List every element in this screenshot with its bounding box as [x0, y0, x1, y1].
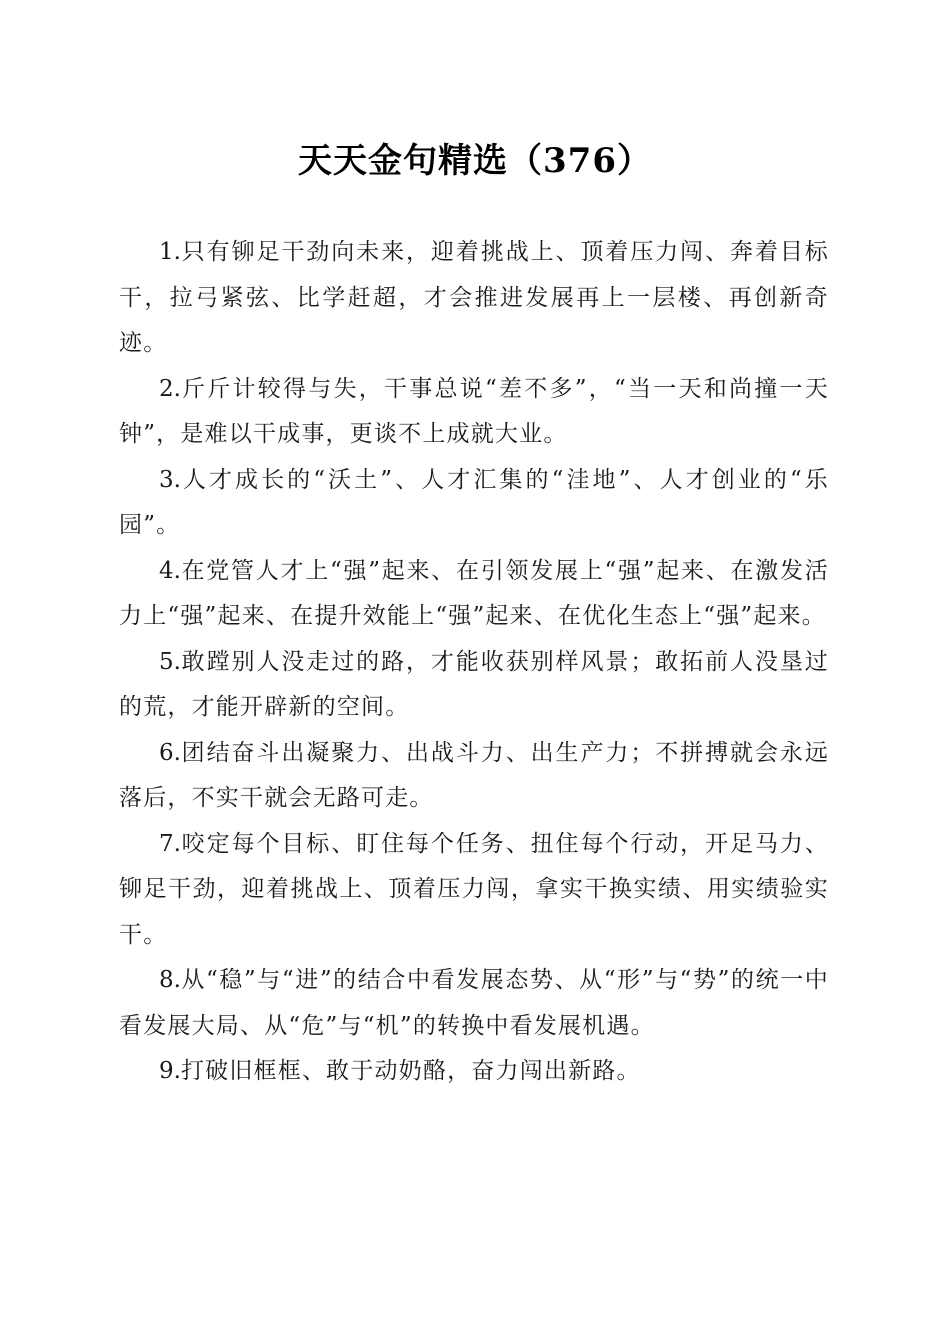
quote-number: 9.	[159, 1058, 181, 1084]
quote-text: 团结奋斗出凝聚力、出战斗力、出生产力；不拼搏就会永远落后，不实干就会无路可走。	[119, 739, 829, 811]
quote-item	[119, 731, 829, 822]
quote-number: 7.	[159, 830, 181, 857]
quote-text: 在党管人才上“强”起来、在引领发展上“强”起来、在激发活力上“强”起来、在提升效能上“强”起来、在优化生态上“强”起来。	[119, 557, 829, 629]
quote-item	[119, 458, 829, 549]
quote-text: 敢蹚别人没走过的路，才能收获别样风景；敢拓前人没垦过的荒，才能开辟新的空间。	[119, 648, 829, 720]
quote-item	[119, 640, 829, 731]
quote-text: 打破旧框框、敢于动奶酪，奋力闯出新路。	[180, 1058, 641, 1084]
quote-number: 3.	[159, 466, 181, 493]
quote-number: 4.	[159, 557, 181, 584]
quote-item	[119, 230, 829, 367]
quote-list	[119, 230, 829, 1095]
quote-text: 从“稳”与“进”的结合中看发展态势、从“形”与“势”的统一中看发展大局、从“危”与“机”的转换中看发展机遇。	[119, 967, 829, 1039]
quote-text: 人才成长的“沃土”、人才汇集的“洼地”、人才创业的“乐园”。	[119, 466, 829, 538]
quote-number: 2.	[159, 375, 181, 402]
quote-item	[119, 1049, 829, 1095]
quote-number: 1.	[159, 239, 181, 265]
quote-text: 只有铆足干劲向未来，迎着挑战上、顶着压力闯、奔着目标干，拉弓紧弦、比学赶超，才会推进发展再上一层楼、再创新奇迹。	[119, 239, 829, 356]
quote-number: 8.	[159, 967, 181, 993]
quote-item	[119, 549, 829, 640]
quote-number: 5.	[159, 648, 181, 675]
document-title: 天天金句精选（376）	[298, 141, 652, 181]
quote-item	[119, 822, 829, 959]
quote-text: 咬定每个目标、盯住每个任务、扭住每个行动，开足马力、铆足干劲，迎着挑战上、顶着压力闯，拿实干换实绩、用实绩验实干。	[119, 830, 829, 948]
quote-item	[119, 367, 829, 458]
quote-number: 6.	[159, 739, 181, 766]
quote-text: 斤斤计较得与失，干事总说“差不多”，“当一天和尚撞一天钟”，是难以干成事，更谈不上成就大业。	[119, 375, 829, 447]
quote-item	[119, 958, 829, 1049]
